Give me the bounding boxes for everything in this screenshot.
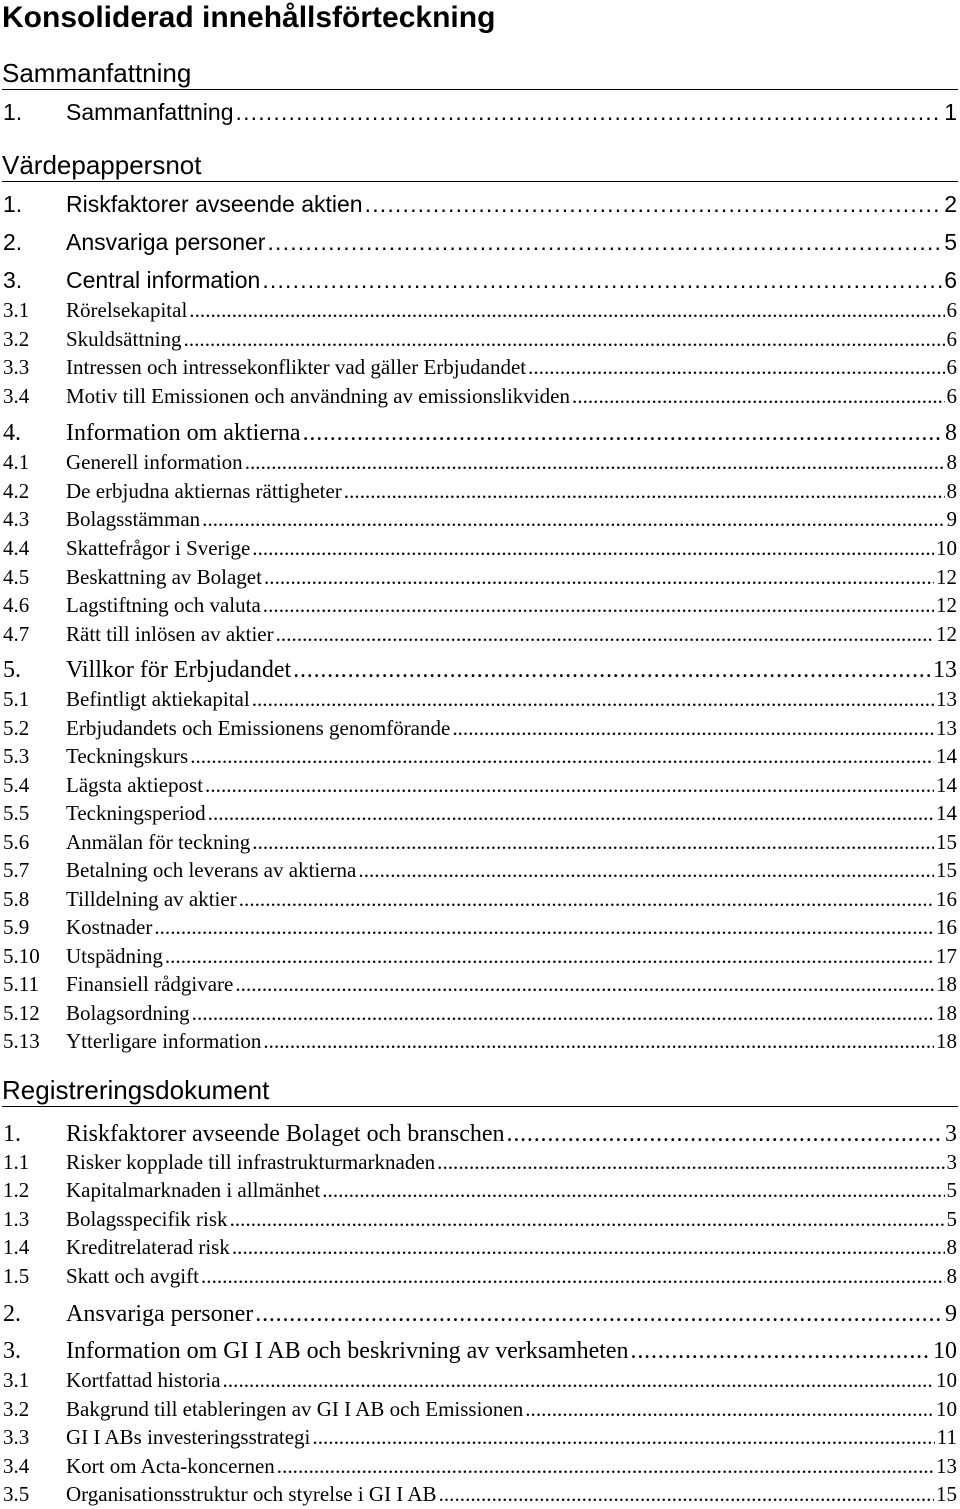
toc-entry[interactable]: [3, 656, 957, 684]
toc-entry-page-number: 5: [946, 1178, 957, 1202]
toc-entry[interactable]: [3, 592, 957, 618]
dot-leader: [252, 535, 934, 561]
toc-entry-number: 5.3: [3, 744, 30, 768]
dot-leader: [439, 1481, 934, 1507]
toc-entry-number: 3.2: [3, 1397, 30, 1421]
toc-entry-label: Skattefrågor i Sverige: [66, 536, 251, 560]
toc-entry-page-number: 10: [933, 1338, 957, 1364]
toc-entry-label: Teckningskurs: [66, 744, 189, 768]
toc-entry-label: Central information: [66, 267, 261, 293]
toc-entry-number: 1.: [3, 1121, 21, 1147]
toc-entry-number: 3.4: [3, 1454, 30, 1478]
toc-entry-number: 4.4: [3, 536, 30, 560]
toc-entry-number: 1.2: [3, 1178, 30, 1202]
dot-leader: [528, 354, 944, 380]
toc-entry-number: 3.5: [3, 1482, 30, 1506]
toc-entry[interactable]: [3, 1424, 957, 1450]
toc-entry-page-number: 14: [936, 773, 957, 797]
toc-entry[interactable]: [3, 190, 957, 218]
toc-entry-page-number: 8: [946, 1235, 957, 1259]
toc-entry[interactable]: [3, 686, 957, 712]
toc-entry-label: Bolagsordning: [66, 1001, 190, 1025]
toc-entry-page-number: 2: [944, 191, 957, 217]
toc-entry[interactable]: [3, 1149, 957, 1175]
toc-entry-number: 4.6: [3, 593, 30, 617]
toc-entry-page-number: 18: [936, 1029, 957, 1053]
toc-entry-label: Finansiell rådgivare: [66, 972, 234, 996]
toc-entry-page-number: 10: [936, 1397, 957, 1421]
toc-entry-page-number: 10: [936, 536, 957, 560]
toc-entry-label: Information om GI I AB och beskrivning av verksamheten: [66, 1338, 629, 1364]
toc-entry-page-number: 16: [936, 915, 957, 939]
toc-entry-page-number: 15: [936, 1482, 957, 1506]
dot-leader: [190, 743, 934, 769]
dot-leader: [267, 228, 942, 256]
dot-leader: [277, 1453, 934, 1479]
toc-entry-number: 5.10: [3, 944, 40, 968]
toc-entry-label: De erbjudna aktiernas rättigheter: [66, 479, 342, 503]
toc-entry-page-number: 15: [936, 858, 957, 882]
toc-entry[interactable]: [3, 449, 957, 475]
toc-entry-page-number: 13: [936, 1454, 957, 1478]
toc-entry[interactable]: [3, 971, 957, 997]
toc-entry-page-number: 3: [946, 1150, 957, 1174]
toc-entry-label: Riskfaktorer avseende aktien: [66, 191, 363, 217]
toc-entry-number: 4.2: [3, 479, 30, 503]
toc-entry[interactable]: [3, 98, 957, 126]
toc-entry-page-number: 13: [936, 716, 957, 740]
toc-entry-page-number: 6: [946, 355, 957, 379]
toc-entry-label: Ansvariga personer: [66, 1301, 254, 1327]
toc-entry-label: Information om aktierna: [66, 420, 301, 446]
toc-entry[interactable]: [3, 800, 957, 826]
toc-entry[interactable]: [3, 1234, 957, 1260]
toc-entry-page-number: 12: [936, 593, 957, 617]
toc-entry-label: Motiv till Emissionen och användning av emissionslikviden: [66, 384, 570, 408]
toc-entry[interactable]: [3, 419, 957, 447]
toc-entry-label: Villkor för Erbjudandet: [66, 657, 292, 683]
toc-entry[interactable]: [3, 1177, 957, 1203]
toc-entry-page-number: 1: [944, 99, 957, 125]
toc-entry-page-number: 18: [936, 1001, 957, 1025]
dot-leader: [165, 943, 934, 969]
toc-entry-page-number: 16: [936, 887, 957, 911]
dot-leader: [452, 715, 934, 741]
toc-entry-page-number: 9: [946, 507, 957, 531]
toc-entry-number: 5.4: [3, 773, 30, 797]
toc-entry-page-number: 8: [945, 420, 957, 446]
toc-entry-number: 1.1: [3, 1150, 30, 1174]
dot-leader: [572, 383, 945, 409]
toc-entry-label: Riskfaktorer avseende Bolaget och branschen: [66, 1121, 505, 1147]
toc-entry-number: 1.: [3, 191, 23, 217]
toc-entry-label: Ytterligare information: [66, 1029, 262, 1053]
toc-entry-page-number: 12: [936, 622, 957, 646]
section-heading: Värdepappersnot: [2, 150, 958, 182]
dot-leader: [264, 564, 934, 590]
toc-entry[interactable]: [3, 715, 957, 741]
toc-entry[interactable]: [3, 478, 957, 504]
toc-entry-number: 5.13: [3, 1029, 40, 1053]
toc-entry-number: 3.4: [3, 384, 30, 408]
toc-entry-page-number: 6: [946, 384, 957, 408]
toc-entry-page-number: 13: [936, 687, 957, 711]
page-title: Konsoliderad innehållsförteckning: [2, 1, 496, 34]
toc-entry-page-number: 3: [945, 1121, 957, 1147]
toc-entry-label: GI I ABs investeringsstrategi: [66, 1425, 311, 1449]
toc-entry-label: Kreditrelaterad risk: [66, 1235, 230, 1259]
toc-entry-label: Skatt och avgift: [66, 1264, 199, 1288]
toc-entry-page-number: 8: [946, 479, 957, 503]
dot-leader: [525, 1396, 934, 1422]
toc-entry-page-number: 6: [946, 327, 957, 351]
toc-entry-number: 1.4: [3, 1235, 30, 1259]
section-heading: Sammanfattning: [2, 58, 958, 90]
toc-entry-page-number: 5: [944, 229, 957, 255]
toc-entry[interactable]: [3, 943, 957, 969]
toc-entry-label: Organisationsstruktur och styrelse i GI I AB: [66, 1482, 437, 1506]
toc-entry-number: 3.1: [3, 298, 30, 322]
dot-leader: [192, 1000, 934, 1026]
toc-entry-number: 5.11: [3, 972, 39, 996]
toc-entry-page-number: 11: [936, 1425, 957, 1449]
dot-leader: [239, 886, 934, 912]
toc-entry[interactable]: [3, 326, 957, 352]
toc-entry-number: 5.8: [3, 887, 30, 911]
toc-entry-label: Teckningsperiod: [66, 801, 206, 825]
toc-entry-number: 5.1: [3, 687, 30, 711]
dot-leader: [208, 800, 934, 826]
toc-entry-page-number: 6: [946, 298, 957, 322]
dot-leader: [235, 971, 934, 997]
dot-leader: [507, 1120, 943, 1148]
toc-entry[interactable]: [3, 383, 957, 409]
toc-entry[interactable]: [3, 857, 957, 883]
toc-entry-page-number: 15: [936, 830, 957, 854]
toc-entry-page-number: 8: [946, 1264, 957, 1288]
dot-leader: [303, 419, 943, 447]
dot-leader: [276, 621, 934, 647]
toc-entry-number: 1.5: [3, 1264, 30, 1288]
dot-leader: [255, 1300, 943, 1328]
toc-entry[interactable]: [3, 1337, 957, 1365]
toc-entry[interactable]: [3, 506, 957, 532]
toc-entry-label: Lagstiftning och valuta: [66, 593, 261, 617]
toc-entry-number: 5.2: [3, 716, 30, 740]
toc-entry[interactable]: [3, 743, 957, 769]
dot-leader: [293, 656, 931, 684]
toc-entry[interactable]: [3, 1367, 957, 1393]
toc-entry-number: 5.6: [3, 830, 30, 854]
toc-entry-number: 4.3: [3, 507, 30, 531]
toc-entry-label: Ansvariga personer: [66, 229, 266, 255]
toc-entry-page-number: 9: [945, 1301, 957, 1327]
toc-entry-label: Erbjudandets och Emissionens genomförande: [66, 716, 451, 740]
dot-leader: [322, 1177, 944, 1203]
toc-entry-label: Risker kopplade till infrastrukturmarknaden: [66, 1150, 436, 1174]
toc-entry-page-number: 17: [936, 944, 957, 968]
toc-entry-number: 3.: [3, 1338, 21, 1364]
toc-entry-label: Intressen och intressekonflikter vad gäller Erbjudandet: [66, 355, 527, 379]
toc-entry[interactable]: [3, 297, 957, 323]
toc-entry-page-number: 8: [946, 450, 957, 474]
toc-entry-number: 2.: [3, 1301, 21, 1327]
toc-entry-label: Bakgrund till etableringen av GI I AB och Emissionen: [66, 1397, 524, 1421]
toc-entry-number: 5.7: [3, 858, 30, 882]
toc-entry-label: Anmälan för teckning: [66, 830, 251, 854]
dot-leader: [230, 1206, 945, 1232]
toc-entry-page-number: 18: [936, 972, 957, 996]
toc-entry[interactable]: [3, 1000, 957, 1026]
dot-leader: [235, 98, 942, 126]
dot-leader: [154, 914, 934, 940]
dot-leader: [358, 857, 934, 883]
toc-entry[interactable]: [3, 1028, 957, 1054]
dot-leader: [312, 1424, 934, 1450]
toc-entry-label: Bolagsspecifik risk: [66, 1207, 228, 1231]
toc-entry-number: 4.: [3, 420, 21, 446]
toc-entry-page-number: 14: [936, 801, 957, 825]
toc-entry-number: 1.3: [3, 1207, 30, 1231]
toc-entry-number: 5.9: [3, 915, 30, 939]
dot-leader: [223, 1367, 934, 1393]
dot-leader: [245, 449, 945, 475]
toc-entry-label: Betalning och leverans av aktierna: [66, 858, 357, 882]
toc-entry-label: Kostnader: [66, 915, 153, 939]
toc-entry-label: Beskattning av Bolaget: [66, 565, 262, 589]
dot-leader: [263, 592, 934, 618]
toc-entry-page-number: 14: [936, 744, 957, 768]
toc-entry[interactable]: [3, 266, 957, 294]
toc-entry-number: 3.2: [3, 327, 30, 351]
toc-entry-number: 3.: [3, 267, 23, 293]
toc-entry-number: 3.1: [3, 1368, 30, 1392]
toc-entry-label: Bolagsstämman: [66, 507, 201, 531]
dot-leader: [365, 190, 943, 218]
toc-entry[interactable]: [3, 1120, 957, 1148]
dot-leader: [263, 1028, 934, 1054]
toc-entry-page-number: 12: [936, 565, 957, 589]
toc-entry-label: Kapitalmarknaden i allmänhet: [66, 1178, 321, 1202]
dot-leader: [184, 326, 945, 352]
toc-entry-number: 5.: [3, 657, 21, 683]
dot-leader: [631, 1337, 931, 1365]
toc-entry-label: Rätt till inlösen av aktier: [66, 622, 274, 646]
toc-entry-label: Kort om Acta-koncernen: [66, 1454, 275, 1478]
toc-entry[interactable]: [3, 1300, 957, 1328]
dot-leader: [437, 1149, 944, 1175]
dot-leader: [262, 266, 942, 294]
toc-entry[interactable]: [3, 1481, 957, 1507]
toc-entry[interactable]: [3, 535, 957, 561]
toc-entry-number: 5.5: [3, 801, 30, 825]
dot-leader: [344, 478, 945, 504]
toc-entry-label: Rörelsekapital: [66, 298, 188, 322]
toc-entry[interactable]: [3, 914, 957, 940]
toc-entry-page-number: 13: [933, 657, 957, 683]
toc-entry[interactable]: [3, 1263, 957, 1289]
toc-entry[interactable]: [3, 564, 957, 590]
toc-entry-page-number: 5: [946, 1207, 957, 1231]
toc-entry-number: 4.1: [3, 450, 30, 474]
toc-entry[interactable]: [3, 1396, 957, 1422]
dot-leader: [232, 1234, 945, 1260]
dot-leader: [205, 772, 934, 798]
toc-entry-label: Lägsta aktiepost: [66, 773, 204, 797]
dot-leader: [252, 829, 934, 855]
toc-entry[interactable]: [3, 621, 957, 647]
dot-leader: [202, 506, 944, 532]
toc-entry-number: 4.7: [3, 622, 30, 646]
toc-entry[interactable]: [3, 772, 957, 798]
toc-entry[interactable]: [3, 886, 957, 912]
toc-entry-number: 3.3: [3, 1425, 30, 1449]
toc-entry-label: Befintligt aktiekapital: [66, 687, 250, 711]
toc-entry-number: 1.: [3, 99, 23, 125]
toc-entry-label: Tilldelning av aktier: [66, 887, 237, 911]
dot-leader: [252, 686, 934, 712]
toc-entry-page-number: 10: [936, 1368, 957, 1392]
dot-leader: [189, 297, 944, 323]
toc-entry-label: Sammanfattning: [66, 99, 234, 125]
dot-leader: [201, 1263, 945, 1289]
toc-entry-label: Utspädning: [66, 944, 163, 968]
toc-entry[interactable]: [3, 829, 957, 855]
toc-entry-label: Skuldsättning: [66, 327, 182, 351]
toc-entry[interactable]: [3, 354, 957, 380]
toc-entry[interactable]: [3, 228, 957, 256]
toc-entry-number: 2.: [3, 229, 23, 255]
toc-entry-label: Kortfattad historia: [66, 1368, 221, 1392]
toc-entry[interactable]: [3, 1453, 957, 1479]
toc-entry-label: Generell information: [66, 450, 243, 474]
toc-entry[interactable]: [3, 1206, 957, 1232]
toc-entry-number: 5.12: [3, 1001, 40, 1025]
toc-entry-number: 4.5: [3, 565, 30, 589]
toc-entry-page-number: 6: [944, 267, 957, 293]
toc-entry-number: 3.3: [3, 355, 30, 379]
section-heading: Registreringsdokument: [2, 1075, 958, 1107]
